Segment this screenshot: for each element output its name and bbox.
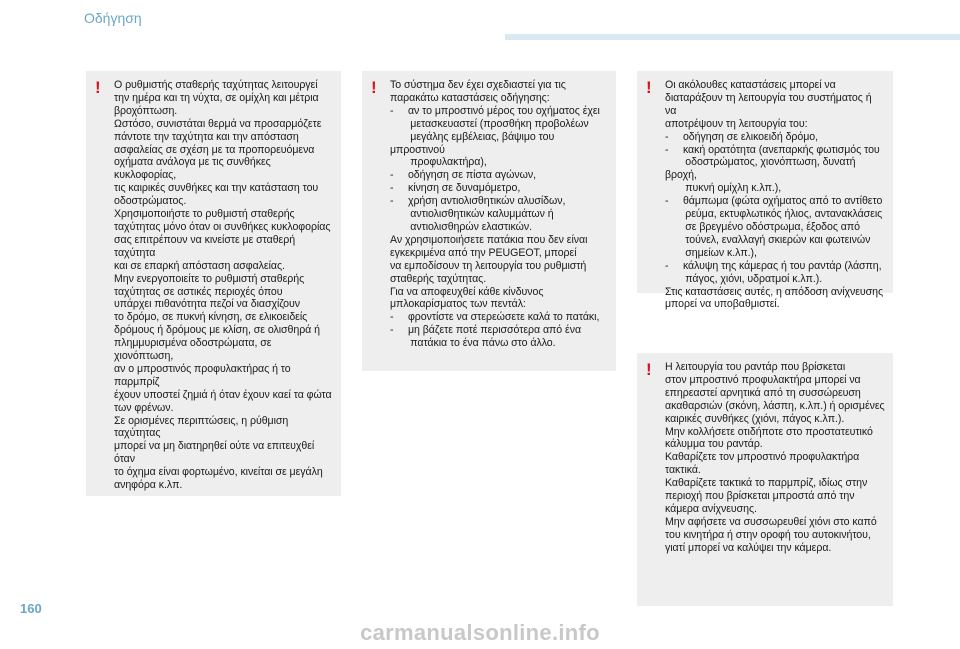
warning-panel-disturbing-conditions bbox=[637, 71, 893, 311]
warning-icon: ! bbox=[646, 78, 652, 97]
warning-icon: ! bbox=[371, 78, 377, 97]
warning-panel-text: Ο ρυθμιστής σταθερής ταχύτητας λειτουργεί την ημέρα και τη νύχτα, σε ομίχλη και μέτρια βροχόπτωση. Ωστόσο, συνιστάται θερμά να προσαρμόζετε πάντοτε την ταχύτητα και την απόσταση ασφαλείας σε σχέση με τα προπορευόμενα οχήματα ανάλογα με τις συνθήκες κυκλοφορίας, τις καιρικές συνθήκες και την κατάσταση του οδοστρώματος. Χρησιμοποιήστε το ρυθμιστή σταθερής ταχύτητας μόνο όταν οι συνθήκες κυκλοφορίας σας επιτρέπουν να κινείστε με σταθερή ταχύτητα και σε επαρκή απόσταση ασφαλείας. Μην ενεργοποιείτε το ρυθμιστή σταθερής ταχύτητας σε αστικές περιοχές όπου υπάρχει πιθανότητα πεζοί να διασχίζουν το δρόμο, σε πυκνή κίνηση, σε ελικοειδείς δρόμους ή δρόμους με κλίση, σε ολισθηρά ή πλημμυρισμένα οδοστρώματα, σε χιονόπτωση, αν ο μπροστινός προφυλακτήρας ή το παρμπρίζ έχουν υποστεί ζημιά ή όταν έχουν καεί τα φώτα των φρένων. Σε ορισμένες περιπτώσεις, η ρύθμιση ταχύτητας μπορεί να μη διατηρηθεί ούτε να επιτευχθεί όταν το όχημα είναι φορτωμένο, κινείται σε μεγάλη ανηφόρα κ.λπ. bbox=[114, 79, 332, 492]
warning-panel-text: Το σύστημα δεν έχει σχεδιαστεί για τις παρακάτω καταστάσεις οδήγησης: - αν το μπροστινό μέρος του οχήματος έχει μετασκευαστεί (προσθήκη προβολέων μεγάλης εμβέλειας, βάψιμο του μπροστινού προφυλακτήρα), - οδήγηση σε πίστα αγώνων, - κίνηση σε δυναμόμετρο, - χρήση αντιολισθητικών αλυσίδων, αντιολισθητικών καλυμμάτων ή αντιολισθηρών ελαστικών. Αν χρησιμοποιήσετε πατάκια που δεν είναι εγκεκριμένα από την PEUGEOT, μπορεί να εμποδίσουν τη λειτουργία του ρυθμιστή σταθερής ταχύτητας. Για να αποφευχθεί κάθε κίνδυνος μπλοκαρίσματος των πεντάλ: - φροντίστε να στερεώσετε καλά το πατάκι, - μη βάζετε ποτέ περισσότερα από ένα πατάκια το ένα πάνω στο άλλο. bbox=[390, 79, 600, 350]
watermark: carmanualsonline.info bbox=[360, 620, 600, 645]
warning-panel-radar-maintenance bbox=[637, 353, 893, 606]
warning-panel-cruise-control-conditions bbox=[86, 71, 341, 496]
warning-icon: ! bbox=[646, 360, 652, 379]
page-number: 160 bbox=[20, 601, 42, 616]
warning-icon: ! bbox=[95, 78, 101, 97]
warning-panel-unsupported-situations bbox=[362, 71, 616, 371]
section-title: Οδήγηση bbox=[84, 10, 142, 26]
header-bar bbox=[505, 34, 960, 40]
warning-panel-text: Οι ακόλουθες καταστάσεις μπορεί να διαταράξουν τη λειτουργία του συστήματος ή να αποτρέψουν τη λειτουργία του: - οδήγηση σε ελικοειδή δρόμο, - κακή ορατότητα (ανεπαρκής φωτισμός του οδοστρώματος, χιονόπτωση, δυνατή βροχή, πυκνή ομίχλη κ.λπ.), - θάμπωμα (φώτα οχήματος από το αντίθετο ρεύμα, εκτυφλωτικός ήλιος, αντανακλάσεις σε βρεγμένο οδόστρωμα, έξοδος από τούνελ, εναλλαγή σκιερών και φωτεινών σημείων κ.λπ.), - κάλυψη της κάμερας ή του ραντάρ (λάσπη, πάγος, χιόνι, υδρατμοί κ.λπ.). Στις καταστάσεις αυτές, η απόδοση ανίχνευσης μπορεί να υποβαθμιστεί. bbox=[665, 79, 884, 311]
warning-panel-text: Η λειτουργία του ραντάρ που βρίσκεται στον μπροστινό προφυλακτήρα μπορεί να επηρεαστεί αρνητικά από τη συσσώρευση ακαθαρσιών (σκόνη, λάσπη, κ.λπ.) ή ορισμένες καιρικές συνθήκες (χιόνι, πάγος κ.λπ.). Μην κολλήσετε οτιδήποτε στο προστατευτικό κάλυμμα του ραντάρ. Καθαρίζετε τον μπροστινό προφυλακτήρα τακτικά. Καθαρίζετε τακτικά το παρμπρίζ, ιδίως στην περιοχή που βρίσκεται μπροστά από την κάμερα ανίχνευσης. Μην αφήσετε να συσσωρευθεί χιόνι στο καπό του κινητήρα ή στην οροφή του αυτοκινήτου, γιατί μπορεί να καλύψει την κάμερα. bbox=[665, 361, 885, 554]
